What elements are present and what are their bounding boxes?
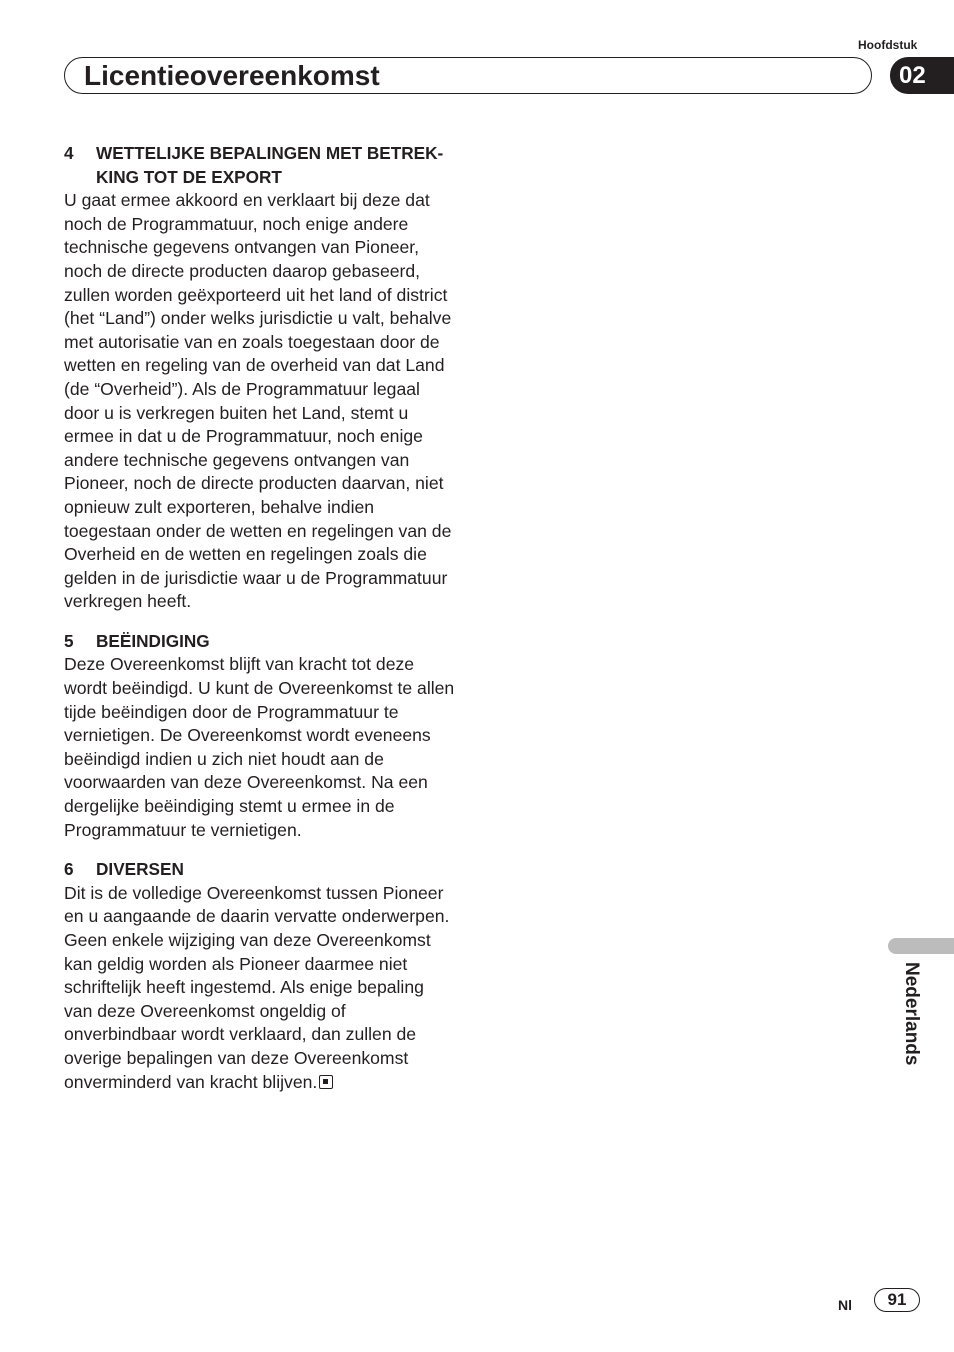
section-miscellaneous: [64, 858, 456, 1094]
page-title: Licentieovereenkomst: [84, 60, 380, 91]
section-heading: [64, 630, 456, 654]
section-title: DIVERSEN: [96, 859, 184, 880]
section-heading: [64, 142, 456, 189]
section-title: WETTELIJKE BEPALINGEN MET BETREK-KING TOT DE EXPORT: [96, 143, 444, 187]
section-body: Dit is de volledige Overeenkomst tussen Pioneer en u aangaande de daarin vervatte onderwerpen. Geen enkele wijziging van deze Overeenkomst kan geldig worden als Pioneer daarmee niet schriftelijk heeft ingestemd. Als enige bepaling van deze Overeenkomst ongeldig of onverbindbaar wordt verklaard, dan zullen de overige bepalingen van deze Overeenkomst onverminderd van kracht blijven.: [64, 882, 450, 1092]
chapter-number-badge: 02: [890, 57, 954, 94]
footer-language-code: Nl: [838, 1297, 852, 1313]
language-tab: [888, 938, 954, 954]
section-body: Deze Overeenkomst blijft van kracht tot deze wordt beëindigd. U kunt de Overeenkomst te allen tijde beëindigen door de Programmatuur te vernietigen. De Overeenkomst wordt eveneens beëindigd indien u zich niet houdt aan de voorwaarden van deze Overeenkomst. Na een dergelijke beëindiging stemt u ermee in de Programmatuur te vernietigen.: [64, 654, 455, 840]
section-number: 4: [64, 143, 74, 163]
section-title: BEËINDIGING: [96, 630, 210, 651]
end-of-section-icon: [319, 1075, 333, 1089]
section-export: [64, 142, 456, 614]
section-number: 6: [64, 859, 74, 880]
section-body-wrapper: [64, 882, 456, 1094]
section-heading: [64, 858, 456, 882]
language-label: Nederlands: [901, 962, 922, 1066]
chapter-label: Hoofdstuk: [858, 38, 918, 52]
section-number: 5: [64, 630, 74, 651]
section-body: U gaat ermee akkoord en verklaart bij deze dat noch de Programmatuur, noch enige andere technische gegevens ontvangen van Pioneer, noch de directe producten daarop gebaseerd, zullen worden geëxporteerd uit het land of district (het “Land”) onder welks jurisdictie u valt, behalve met autorisatie van en zoals toegestaan door de wetten en regeling van de overheid van dat Land (de “Overheid”). Als de Programmatuur legaal door u is verkregen buiten het Land, stemt u ermee in dat u de Programmatuur, noch enige andere technische gegevens ontvangen van Pioneer, noch de directe producten daarvan, niet opnieuw zult exporteren, behalve indien toegestaan onder de wetten en regelingen van de Overheid en de wetten en regelingen zoals die gelden in de jurisdictie waar u de Programmatuur verkregen heeft.: [64, 190, 452, 612]
page-number: 91: [874, 1288, 920, 1312]
main-content: [64, 142, 456, 1110]
section-termination: [64, 630, 456, 842]
